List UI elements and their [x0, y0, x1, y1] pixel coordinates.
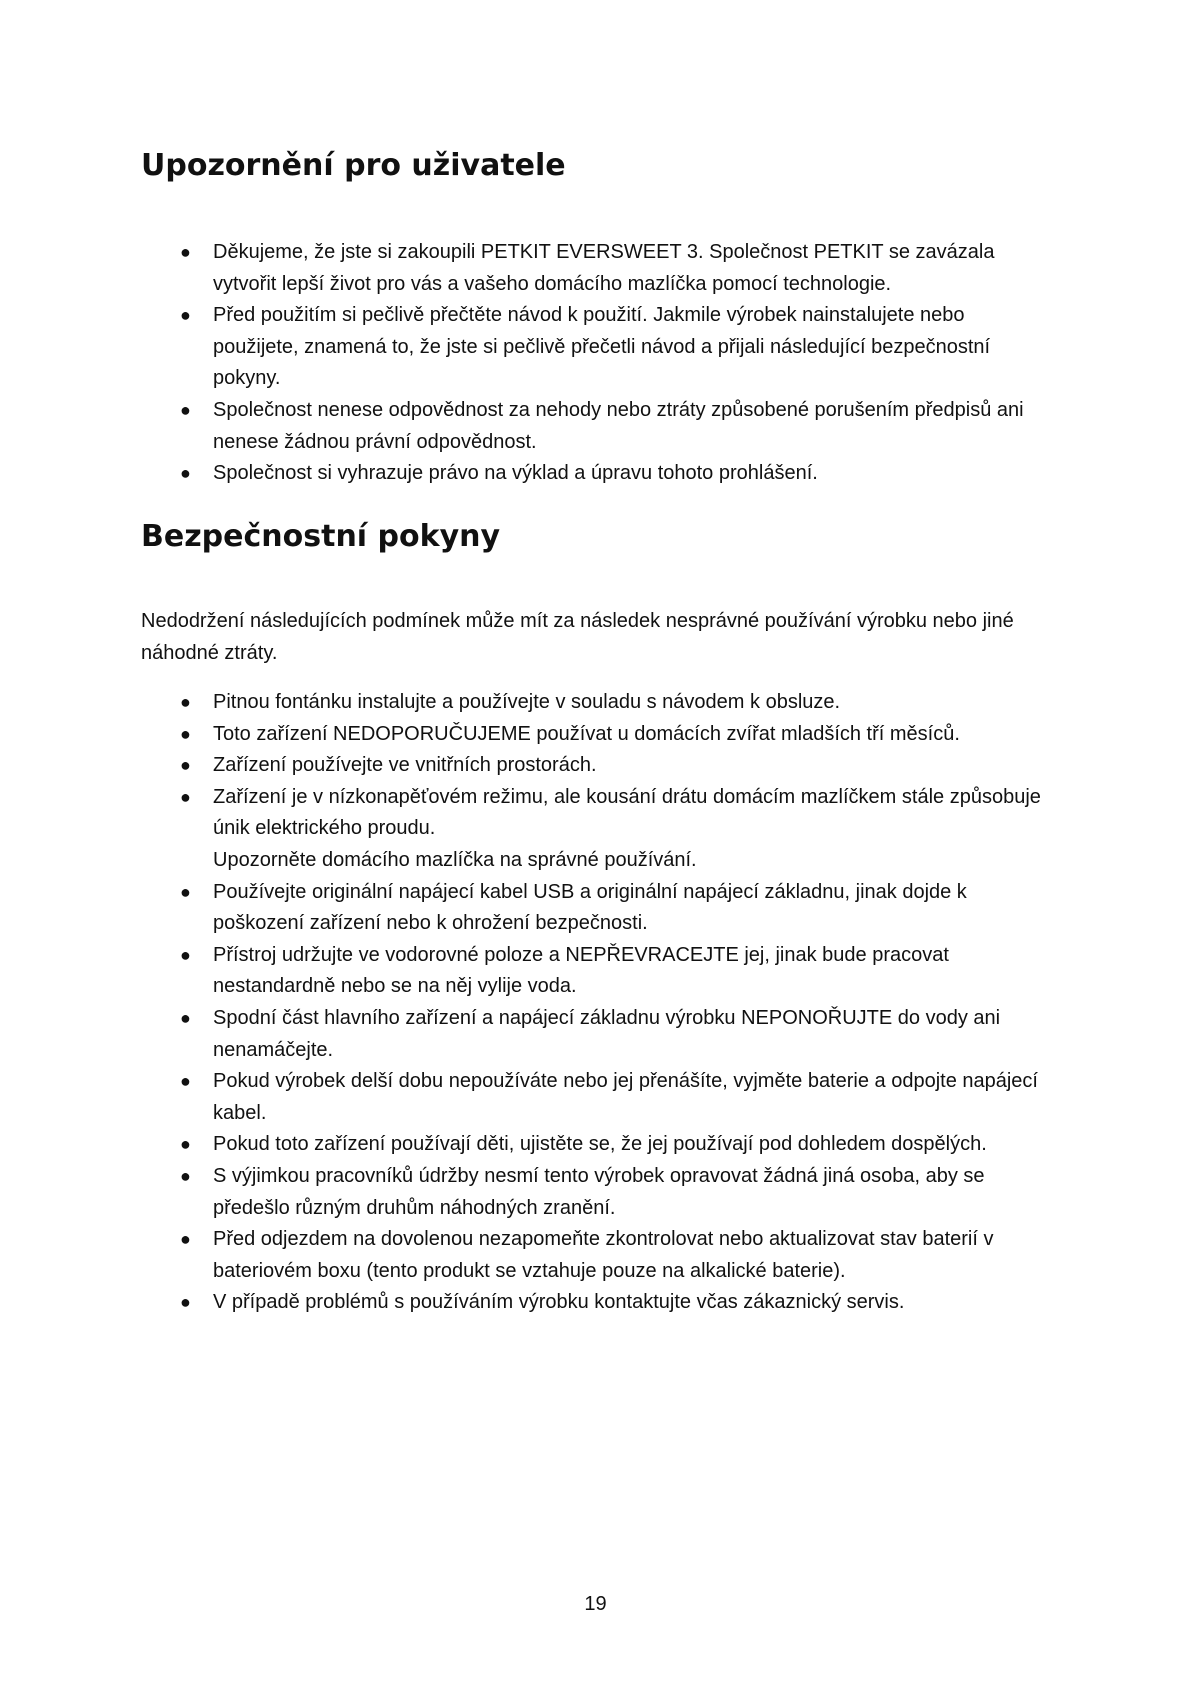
safety-intro: Nedodržení následujících podmínek může mít za následek nesprávné používání výrobku nebo jiné náhodné ztráty. [141, 610, 1014, 664]
list-item: ● Pokud toto zařízení používají děti, ujistěte se, že jej používají pod dohledem dospělých. [0, 1129, 1053, 1161]
bullet-icon: ● [180, 1007, 191, 1028]
list-item: ● Společnost nenese odpovědnost za nehody nebo ztráty způsobené porušením předpisů ani nenese žádnou právní odpovědnost. [0, 395, 1053, 458]
list-item: ● Toto zařízení NEDOPORUČUJEME používat u domácích zvířat mladších tří měsíců. [0, 719, 1053, 751]
bullet-icon: ● [180, 305, 191, 326]
section-title-safety: Bezpečnostní pokyny [141, 519, 501, 554]
bullet-icon: ● [180, 1134, 191, 1155]
list-item-continuation: Upozorněte domácího mazlíčka na správné používání. [213, 848, 697, 871]
user-notice-list [0, 237, 1191, 490]
list-item: ● Přístroj udržujte ve vodorovné poloze a NEPŘEVRACEJTE jej, jinak bude pracovat nestandardně nebo se na něj vylije voda. [0, 940, 1053, 1003]
bullet-icon: ● [180, 944, 191, 965]
section-title-user-notice: Upozornění pro uživatele [141, 148, 566, 183]
bullet-icon: ● [180, 1165, 191, 1186]
bullet-icon: ● [180, 755, 191, 776]
list-item: ● Před odjezdem na dovolenou nezapomeňte zkontrolovat nebo aktualizovat stav baterií v bateriovém boxu (tento produkt se vztahuje pouze na alkalické baterie). [0, 1224, 1053, 1287]
page-number: 19 [584, 1593, 607, 1615]
bullet-icon: ● [180, 1229, 191, 1250]
list-item: ● Před použitím si pečlivě přečtěte návod k použití. Jakmile výrobek nainstalujete nebo použijete, znamená to, že jste si pečlivě přečetli návod a přijali následující bezpečnostní pokyny. [0, 300, 1053, 395]
bullet-icon: ● [180, 1292, 191, 1313]
list-item: ● Používejte originální napájecí kabel USB a originální napájecí základnu, jinak dojde k poškození zařízení nebo k ohrožení bezpečnosti. [0, 877, 1053, 940]
bullet-icon: ● [180, 692, 191, 712]
list-item: ● Zařízení používejte ve vnitřních prostorách. [0, 750, 1053, 782]
bullet-icon: ● [180, 1071, 191, 1092]
list-item: ● Pokud výrobek delší dobu nepoužíváte nebo jej přenášíte, vyjměte baterie a odpojte napájecí kabel. [0, 1066, 1053, 1129]
bullet-icon: ● [180, 242, 191, 262]
list-item: ● Pitnou fontánku instalujte a používejte v souladu s návodem k obsluze. [0, 687, 1053, 719]
list-item: ● Děkujeme, že jste si zakoupili PETKIT EVERSWEET 3. Společnost PETKIT se zavázala vytvořit lepší život pro vás a vašeho domácího mazlíčka pomocí technologie. [0, 237, 1053, 300]
list-item: ● S výjimkou pracovníků údržby nesmí tento výrobek opravovat žádná jiná osoba, aby se předešlo různým druhům náhodných zranění. [0, 1161, 1053, 1224]
bullet-icon: ● [180, 786, 191, 807]
list-item: ● Společnost si vyhrazuje právo na výklad a úpravu tohoto prohlášení. [0, 458, 1053, 490]
list-item: ● Zařízení je v nízkonapěťovém režimu, ale kousání drátu domácím mazlíčkem stále způsobuje únik elektrického proudu. Upozorněte domácího mazlíčka na správné používání. [0, 782, 1053, 877]
list-item: ● V případě problémů s používáním výrobku kontaktujte včas zákaznický servis. [0, 1287, 1053, 1319]
bullet-icon: ● [180, 399, 191, 420]
bullet-icon: ● [180, 723, 191, 744]
bullet-icon: ● [180, 881, 191, 902]
safety-list [0, 687, 1191, 1319]
bullet-icon: ● [180, 463, 191, 484]
list-item: ● Spodní část hlavního zařízení a napájecí základnu výrobku NEPONOŘUJTE do vody ani nenamáčejte. [0, 1003, 1053, 1066]
